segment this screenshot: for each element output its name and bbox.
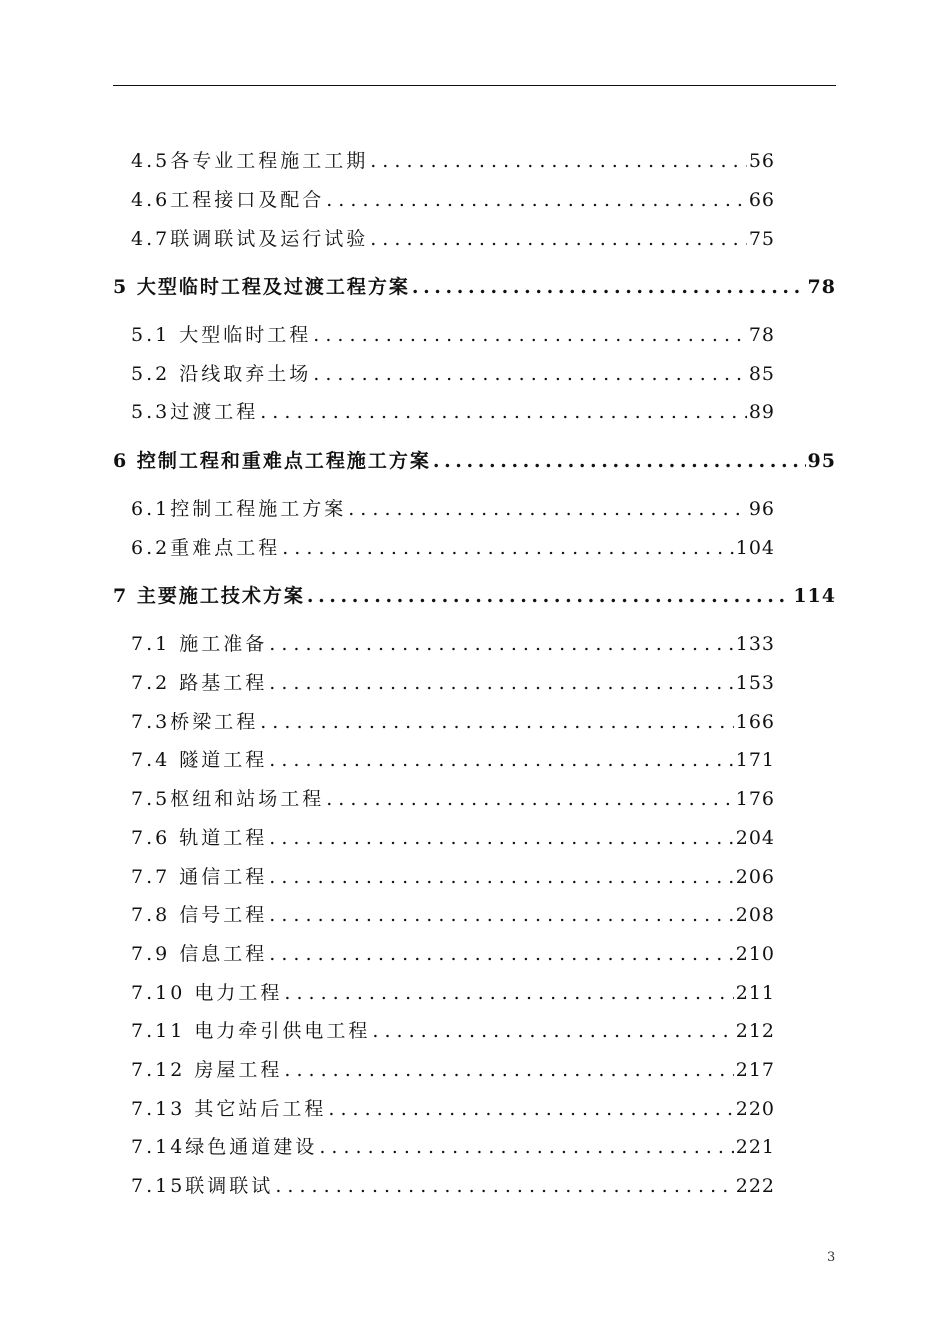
toc-entry-label: 5.3过渡工程 (131, 401, 259, 423)
toc-entry-page: 89 (748, 401, 775, 423)
dot-leader (370, 150, 747, 172)
toc-entry-label: 7.10 电力工程 (131, 982, 283, 1004)
toc-entry-label: 7.12 房屋工程 (131, 1059, 283, 1081)
toc-entry[interactable] (131, 784, 775, 811)
toc-entry[interactable] (131, 900, 775, 927)
toc-entry-page: 166 (735, 711, 775, 733)
dot-leader (319, 1136, 733, 1158)
toc-entry[interactable] (131, 533, 775, 560)
toc-entry-label: 4.6工程接口及配合 (131, 189, 325, 211)
dot-leader (307, 585, 791, 607)
dot-leader (269, 827, 733, 849)
toc-entry[interactable] (131, 359, 775, 386)
toc-entry-page: 204 (735, 827, 775, 849)
dot-leader (269, 749, 733, 771)
dot-leader (260, 401, 747, 423)
dot-leader (328, 1098, 733, 1120)
toc-entry-label: 5.2 沿线取弃土场 (131, 363, 312, 385)
toc-entry[interactable] (131, 668, 775, 695)
dot-leader (313, 324, 747, 346)
dot-leader (284, 982, 733, 1004)
dot-leader (313, 363, 747, 385)
dot-leader (370, 228, 747, 250)
toc-entry-label: 7.6 轨道工程 (131, 827, 268, 849)
toc-entry[interactable] (131, 862, 775, 889)
toc-entry[interactable] (131, 1016, 775, 1043)
toc-entry-page: 212 (735, 1020, 775, 1042)
toc-entry-page: 78 (748, 324, 775, 346)
toc-entry[interactable] (131, 707, 775, 734)
dot-leader (282, 537, 734, 559)
toc-entry[interactable] (131, 629, 775, 656)
toc-entry-page: 221 (735, 1136, 775, 1158)
toc-entry[interactable] (131, 146, 775, 173)
toc-entry-page: 176 (735, 788, 775, 810)
toc-entry-page: 217 (735, 1059, 775, 1081)
toc-entry-label: 7.9 信息工程 (131, 943, 268, 965)
toc-entry-label: 7.1 施工准备 (131, 633, 268, 655)
toc-entry-page: 104 (735, 537, 775, 559)
toc-entry[interactable] (131, 224, 775, 251)
toc-entry-label: 7.13 其它站后工程 (131, 1098, 327, 1120)
toc-entry-page: 114 (793, 585, 836, 607)
toc-entry-label: 5 大型临时工程及过渡工程方案 (113, 276, 410, 298)
toc-entry-label: 6.2重难点工程 (131, 537, 281, 559)
toc-entry-page: 171 (735, 749, 775, 771)
toc-entry-page: 78 (807, 276, 836, 298)
toc-entry-label: 6.1控制工程施工方案 (131, 498, 347, 520)
toc-chapter-entry[interactable] (113, 272, 836, 299)
toc-entry-label: 7.5枢纽和站场工程 (131, 788, 325, 810)
toc-entry-page: 85 (748, 363, 775, 385)
toc-entry-label: 4.5各专业工程施工工期 (131, 150, 369, 172)
toc-entry-label: 7 主要施工技术方案 (113, 585, 305, 607)
toc-entry-page: 222 (735, 1175, 775, 1197)
toc-entry-page: 208 (735, 904, 775, 926)
toc-entry-page: 206 (735, 866, 775, 888)
dot-leader (269, 904, 733, 926)
toc-entry-page: 133 (735, 633, 775, 655)
toc-entry-label: 7.7 通信工程 (131, 866, 268, 888)
toc-entry[interactable] (131, 745, 775, 772)
dot-leader (348, 498, 747, 520)
toc-entry-label: 7.15联调联试 (131, 1175, 274, 1197)
dot-leader (326, 189, 747, 211)
toc-entry-page: 66 (748, 189, 775, 211)
toc-entry[interactable] (131, 939, 775, 966)
toc-entry-page: 220 (735, 1098, 775, 1120)
toc-entry[interactable] (131, 494, 775, 521)
dot-leader (269, 672, 733, 694)
toc-entry-page: 96 (748, 498, 775, 520)
toc-entry[interactable] (131, 1171, 775, 1198)
dot-leader (269, 866, 733, 888)
toc-entry-label: 4.7联调联试及运行试验 (131, 228, 369, 250)
toc-entry-page: 153 (735, 672, 775, 694)
dot-leader (372, 1020, 733, 1042)
dot-leader (269, 633, 733, 655)
toc-entry-label: 7.14绿色通道建设 (131, 1136, 318, 1158)
dot-leader (326, 788, 734, 810)
dot-leader (433, 450, 806, 472)
toc-entry-page: 211 (735, 982, 775, 1004)
toc-entry-label: 7.2 路基工程 (131, 672, 268, 694)
toc-entry-label: 7.3桥梁工程 (131, 711, 259, 733)
toc-entry-label: 6 控制工程和重难点工程施工方案 (113, 450, 431, 472)
toc-entry-label: 7.8 信号工程 (131, 904, 268, 926)
toc-entry-page: 95 (807, 450, 836, 472)
page-number: 3 (827, 1250, 836, 1265)
dot-leader (260, 711, 734, 733)
toc-entry[interactable] (131, 1132, 775, 1159)
toc-entry[interactable] (131, 185, 775, 212)
toc-entry[interactable] (131, 397, 775, 424)
toc-entry-label: 5.1 大型临时工程 (131, 324, 312, 346)
toc-entry[interactable] (131, 1094, 775, 1121)
toc-entry-page: 56 (748, 150, 775, 172)
toc-entry[interactable] (131, 1055, 775, 1082)
toc-entry-label: 7.4 隧道工程 (131, 749, 268, 771)
dot-leader (275, 1175, 733, 1197)
toc-entry-page: 210 (735, 943, 775, 965)
dot-leader (284, 1059, 733, 1081)
toc-entry[interactable] (131, 320, 775, 347)
dot-leader (269, 943, 733, 965)
toc-chapter-entry[interactable] (113, 446, 836, 473)
toc-entry-page: 75 (748, 228, 775, 250)
toc-entry[interactable] (131, 823, 775, 850)
toc-chapter-entry[interactable] (113, 581, 836, 608)
dot-leader (412, 276, 806, 298)
toc-entry-label: 7.11 电力牵引供电工程 (131, 1020, 371, 1042)
toc-entry[interactable] (131, 978, 775, 1005)
